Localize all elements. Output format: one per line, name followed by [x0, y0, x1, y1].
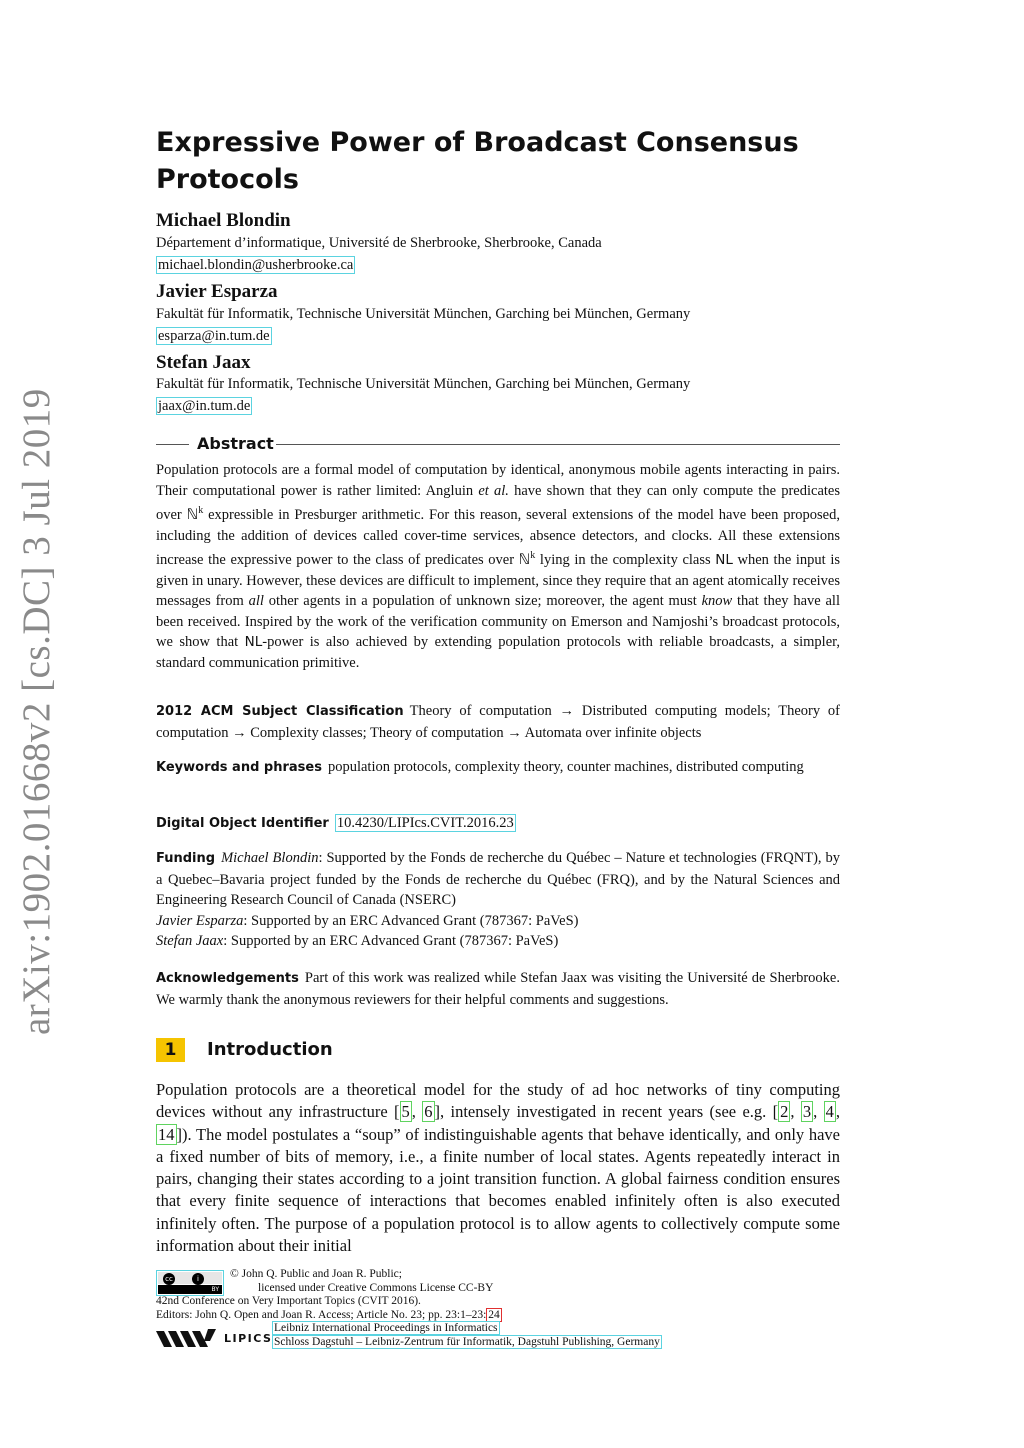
author-email-link[interactable]: jaax@in.tum.de	[158, 398, 251, 414]
doi-link[interactable]: 10.4230/LIPIcs.CVIT.2016.23	[336, 815, 514, 831]
section-title: Introduction	[207, 1039, 333, 1060]
series-link[interactable]: Leibniz International Proceedings in Informatics	[274, 1322, 498, 1334]
author-affiliation: Département d’informatique, Université de Sherbrooke, Sherbrooke, Canada	[156, 235, 602, 251]
rule-divider	[156, 444, 189, 445]
funding: Funding Michael Blondin: Supported by the Fonds de recherche du Québec – Nature et technologies (FRQNT), by a Quebec–Bavaria project funded by the Fonds de recherche du Québec (FRQ), and by the Natural Sciences and Engineering Research Council of Canada (NSERC) Javier Esparza: Supported by an ERC Advanced Grant (787367: PaVeS) Stefan Jaax: Supported by an ERC Advanced Grant (787367: PaVeS)	[156, 850, 840, 950]
citation-link[interactable]: 6	[424, 1102, 433, 1122]
citation-link[interactable]: 2	[780, 1102, 789, 1122]
footer-editors: Editors: John Q. Open and Joan R. Access; Article No. 23; pp. 23:1–23: 24	[156, 1308, 500, 1321]
footer-copyright: © John Q. Public and Joan R. Public;	[230, 1268, 402, 1280]
author-name: Stefan Jaax	[156, 352, 251, 373]
citation-link[interactable]: 3	[802, 1102, 812, 1122]
keywords: Keywords and phrases population protocols, complexity theory, counter machines, distributed computing	[156, 759, 804, 775]
author-email-link[interactable]: michael.blondin@usherbrooke.ca	[158, 257, 354, 273]
doi-label: Digital Object Identifier	[156, 816, 329, 831]
paper-title: Expressive Power of Broadcast Consensus Protocols	[156, 127, 799, 195]
abstract-label: Abstract	[197, 434, 274, 453]
funding-label: Funding	[156, 851, 216, 866]
last-page-link[interactable]: 24	[488, 1308, 500, 1321]
acknowledgements-label: Acknowledgements	[156, 971, 299, 986]
citation-link[interactable]: 4	[825, 1102, 834, 1122]
keywords-label: Keywords and phrases	[156, 760, 322, 775]
rule-divider	[276, 444, 840, 445]
lipics-mark-icon	[156, 1327, 218, 1349]
lipics-logo	[156, 1327, 273, 1349]
acknowledgements: Acknowledgements Part of this work was realized while Stefan Jaax was visiting the Université de Sherbrooke. We warmly thank the anonymous reviewers for their helpful comments and suggestions.	[156, 970, 840, 1008]
citation-link[interactable]: 5	[401, 1102, 410, 1122]
publisher-link[interactable]: Schloss Dagstuhl – Leibniz-Zentrum für Informatik, Dagstuhl Publishing, Germany	[274, 1335, 660, 1348]
person-icon: i	[192, 1273, 204, 1285]
arxiv-identifier: arXiv:1902.01668v2 [cs.DC] 3 Jul 2019	[15, 388, 58, 1035]
author-affiliation: Fakultät für Informatik, Technische Universität München, Garching bei München, Germany	[156, 306, 691, 322]
author-name: Michael Blondin	[156, 210, 291, 231]
introduction-text: Population protocols are a theoretical model for the study of ad hoc networks of tiny computing devices without any infrastructure [ 5 , 6 ], intensely investigated in recent years (see e.g. [ 2 , 3 , 4 , 14 ]). The model postulates a “soup” of indistinguishable agents that behave identically, and only have a fixed number of bits of memory, i.e., a finite number of local states. Agents repeatedly interact in pairs, changing their states according to a joint transition function. A global fairness condition ensures that every finite sequence of interactions that becomes enabled infinitely often is also executed infinitely often. The purpose of a population protocol is to allow agents to collectively compute some information about their initial	[156, 1080, 841, 1256]
author-affiliation: Fakultät für Informatik, Technische Universität München, Garching bei München, Germany	[156, 376, 691, 392]
citation-link[interactable]: 14	[158, 1124, 175, 1144]
cc-icon: cc	[163, 1273, 175, 1285]
acm-classification: 2012 ACM Subject Classification Theory of computation → Distributed computing models; Theory of computation → Complexity classes; Theory of computation → Automata over infinite objects	[156, 703, 840, 741]
author-name: Javier Esparza	[156, 281, 278, 302]
abstract-text: Population protocols are a formal model of computation by identical, anonymous mobile agents interacting in pairs. Their computational power is rather limited: Angluin et al. have shown that they can only compute the predicates over ℕ$^k$ expressible in Presburger arithmetic. For this reason, several extensions of the model have been proposed, including the addition of devices called cover-time services, absence detectors, and clocks. All these extensions increase the expressive power to the class of predicates over ℕ$^k$ lying in the complexity class NL when the input is given in unary. However, these devices are difficult to implement, since they require that an agent atomically receives messages from all other agents in a population of unknown size; moreover, the agent must know that they have all been received. Inspired by the work of the verification community on Emerson and Namjoshi’s broadcast protocols, we show that NL-power is also achieved by extending population protocols with reliable broadcasts, a simpler, standard communication primitive.	[156, 462, 841, 671]
abstract-heading	[156, 434, 840, 454]
doi-line	[156, 813, 840, 835]
footer-conference: 42nd Conference on Very Important Topics (CVIT 2016).	[156, 1295, 421, 1307]
acm-label: 2012 ACM Subject Classification	[156, 704, 404, 719]
by-label: BY	[158, 1285, 222, 1294]
footer-license: licensed under Creative Commons License CC-BY	[258, 1281, 494, 1294]
author-email-link[interactable]: esparza@in.tum.de	[158, 328, 270, 344]
section-number: 1	[156, 1038, 185, 1062]
lipics-wordmark: LIPICS	[224, 1332, 273, 1345]
